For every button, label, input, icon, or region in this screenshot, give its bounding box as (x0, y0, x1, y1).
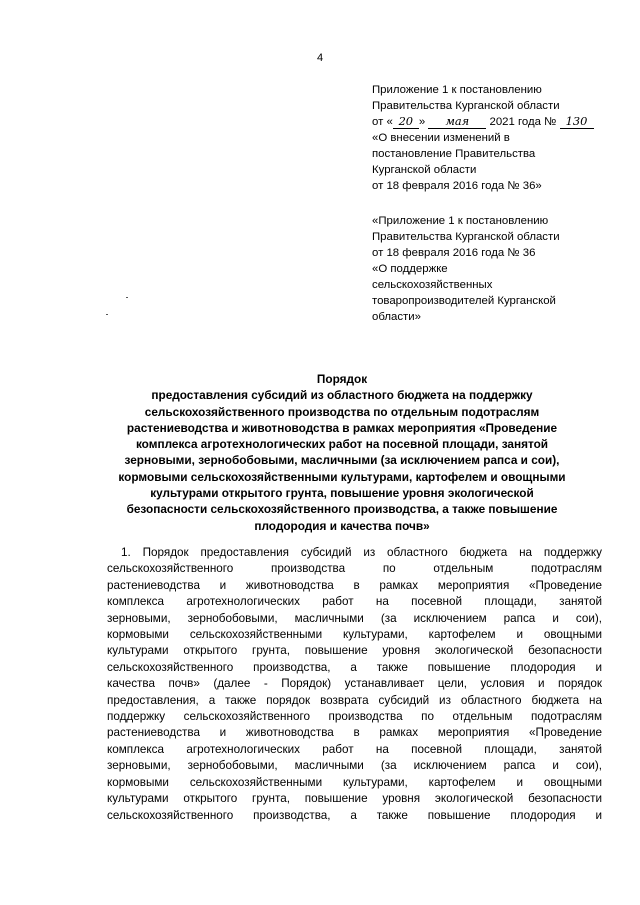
date-prefix: от « (372, 116, 393, 128)
appendix-2-block (372, 213, 622, 325)
appendix-2-line: от 18 февраля 2016 года № 36 (372, 247, 536, 259)
appendix-2-line: Правительства Курганской области (372, 231, 560, 243)
title-line: сельскохозяйственного производства по отдельным подотраслям (144, 404, 540, 419)
body-paragraph-1 (107, 545, 602, 824)
body-line: зерновыми, зернобобовыми, масличными (за исключением рапса и сои), (107, 611, 602, 625)
page-number: 4 (316, 52, 324, 64)
title-line: Порядок (316, 372, 368, 386)
title-line: кормовыми сельскохозяйственными культурами, картофелем и овощными (118, 469, 566, 484)
scan-speck (126, 297, 128, 298)
appendix-2-line: «О поддержке (372, 263, 448, 275)
appendix-1-line: «О внесении изменений в (372, 132, 510, 144)
body-line: сельскохозяйственного производства, а также повышение плодородия и (107, 660, 602, 674)
appendix-1-line: Правительства Курганской области (372, 100, 560, 112)
body-line: кормовыми сельскохозяйственными культурами, картофелем и овощными (107, 628, 602, 642)
document-title (98, 371, 586, 534)
appendix-1-line: постановление Правительства (372, 148, 536, 160)
body-line: предоставления, а также порядок возврата субсидий из областного бюджета на (107, 693, 602, 707)
body-line: комплекса агротехнологических работ на посевной площади, занятой (107, 742, 602, 756)
body-line: растениеводства и животноводства в рамках мероприятия «Проведение (107, 578, 602, 592)
appendix-1-line: от 18 февраля 2016 года № 36» (372, 180, 542, 192)
body-line: поддержку сельскохозяйственного производства по отдельным подотраслям (107, 710, 602, 724)
appendix-1-block (372, 82, 622, 194)
title-line: безопасности сельскохозяйственного производства, а также повышение (126, 502, 558, 517)
appendix-1-date-line (372, 114, 622, 130)
body-line: сельскохозяйственного производства по отдельным подотраслям (107, 562, 602, 576)
body-line: культурами открытого грунта, повышение уровня экологической безопасности (107, 792, 602, 806)
body-line: 1. Порядок предоставления субсидий из областного бюджета на поддержку (121, 546, 602, 559)
body-line: качества почв» (далее - Порядок) устанавливает цели, условия и порядок (107, 677, 602, 691)
appendix-2-line: «Приложение 1 к постановлению (372, 215, 549, 227)
handwritten-number: 130 (560, 115, 594, 129)
appendix-2-line: области» (372, 311, 421, 323)
date-year: 2021 года № (486, 116, 560, 128)
body-line: растениеводства и животноводства в рамках мероприятия «Проведение (107, 726, 602, 740)
handwritten-day: 20 (393, 115, 419, 129)
handwritten-month: мая (428, 115, 486, 129)
title-line: плодородия и качества почв» (254, 518, 430, 533)
title-line: зерновыми, зернобобовыми, масличными (за исключением рапса и сои), (124, 453, 560, 468)
body-line: культурами открытого грунта, повышение уровня экологической безопасности (107, 644, 602, 658)
body-line: комплекса агротехнологических работ на посевной площади, занятой (107, 595, 602, 609)
appendix-1-line: Курганской области (372, 164, 477, 176)
appendix-2-line: сельскохозяйственных (372, 279, 493, 291)
title-line: комплекса агротехнологических работ на посевной площади, занятой (135, 437, 549, 452)
body-line: зерновыми, зернобобовыми, масличными (за исключением рапса и сои), (107, 759, 602, 773)
body-line: сельскохозяйственного производства, а также повышение плодородия и (107, 808, 602, 822)
scan-speck (106, 314, 108, 315)
date-mid: » (418, 116, 426, 128)
appendix-2-line: товаропроизводителей Курганской (372, 295, 556, 307)
body-line: кормовыми сельскохозяйственными культурами, картофелем и овощными (107, 775, 602, 789)
appendix-1-line: Приложение 1 к постановлению (372, 84, 542, 96)
title-line: предоставления субсидий из областного бюджета на поддержку (151, 388, 533, 403)
title-line: растениеводства и животноводства в рамках мероприятия «Проведение (126, 420, 558, 435)
title-line: культурами открытого грунта, повышение уровня экологической (150, 486, 534, 501)
